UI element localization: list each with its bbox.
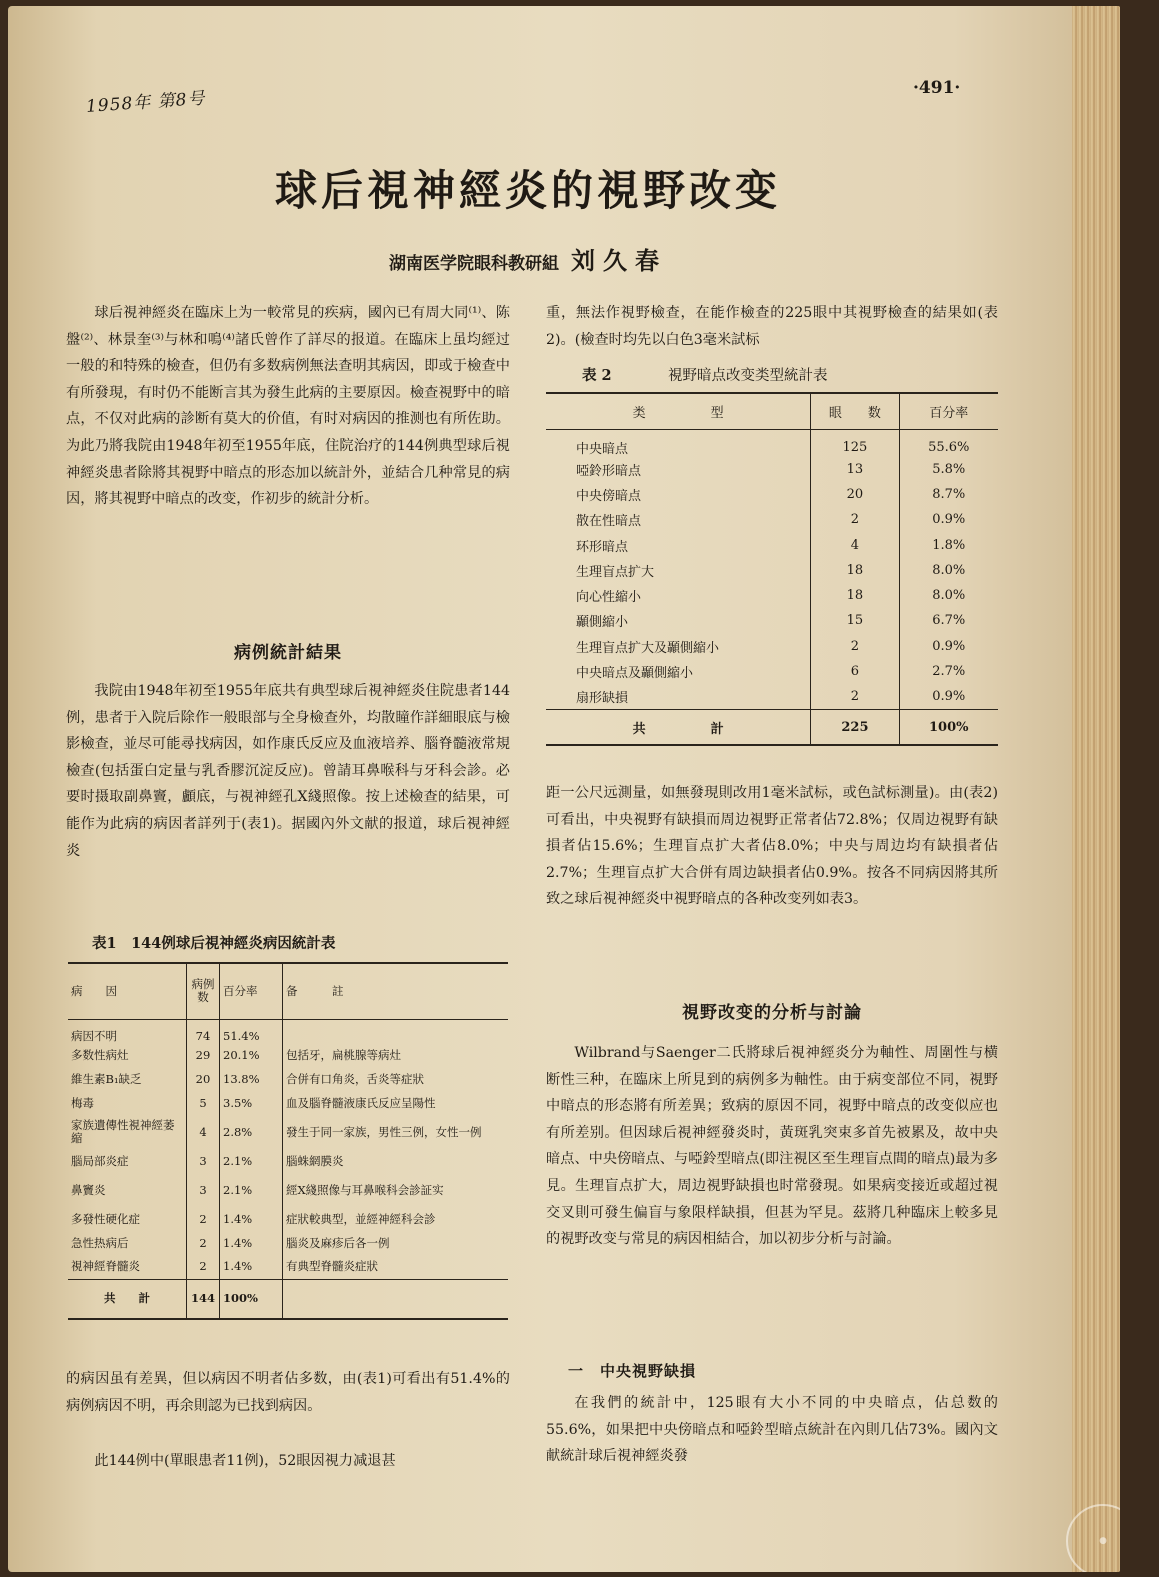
table1-cell: 2 <box>187 1207 220 1231</box>
table1-cell: 20.1% <box>220 1043 283 1067</box>
table1-cell: 3.5% <box>220 1091 283 1115</box>
article-title: 球后視神經炎的視野改变 <box>274 166 781 215</box>
table-row <box>546 608 998 633</box>
table2-cell: 20 <box>811 482 899 507</box>
table-row <box>546 429 998 457</box>
table-row <box>68 1255 508 1279</box>
table1-header-cause: 病 因 <box>68 963 187 1019</box>
table1-cell: 51.4% <box>220 1019 283 1043</box>
table-row <box>68 1231 508 1255</box>
table1-cell: 2 <box>187 1255 220 1279</box>
table2-total-percent: 100% <box>899 709 998 745</box>
table1-cell: 74 <box>187 1019 220 1043</box>
table1-cell: 維生素B₁缺乏 <box>71 1071 142 1086</box>
table-row <box>546 457 998 482</box>
table2-cell: 中央暗点 <box>576 441 629 457</box>
table1-cell: 3 <box>187 1173 220 1207</box>
table2-cell: 1.8% <box>899 532 998 557</box>
table1-total-count: 144 <box>187 1279 220 1319</box>
table2-cell: 2.7% <box>899 659 998 684</box>
table1-cell: 2 <box>187 1231 220 1255</box>
table2-cell: 6 <box>811 659 899 684</box>
table2-cell: 中央傍暗点 <box>576 488 642 504</box>
table-row <box>546 532 998 557</box>
table1-header-notes: 备 註 <box>283 963 509 1019</box>
table2-cell: 15 <box>811 608 899 633</box>
table1-cell: 1.4% <box>220 1231 283 1255</box>
page-number: ·491· <box>913 78 961 98</box>
table2-cell: 生理盲点扩大 <box>576 564 655 580</box>
table1-cell: 家族遺傳性視神經萎縮 <box>71 1118 175 1145</box>
table2-cell: 0.9% <box>899 507 998 532</box>
book-page <box>8 6 1120 1572</box>
table2-cell: 2 <box>811 634 899 659</box>
after-table1-paragraph: 的病因虽有差異，但以病因不明者佔多数，由(表1)可看出有51.4%的病例病因不明，再余則認为已找到病因。 <box>66 1371 510 1414</box>
section-heading-results: 病例統計結果 <box>234 643 342 663</box>
table1-cell: 2.8% <box>220 1115 283 1149</box>
table2-cell: 4 <box>811 532 899 557</box>
table2-caption-title: 視野暗点改变类型統計表 <box>668 368 828 384</box>
table2-cell: 向心性縮小 <box>576 590 642 606</box>
table1-total-label: 共 計 <box>68 1279 187 1319</box>
intro-paragraph: 球后視神經炎在臨床上为一較常見的疾病，國內已有周大同⁽¹⁾、陈盤⁽²⁾、林景奎⁽³⁾与林和鳴⁽⁴⁾諸氏曾作了詳尽的报道。在臨床上虽均經过一般的和特殊的檢查，但仍有多数病例無法查明其病因，即或于檢查中有所發現，有时仍不能断言其为發生此病的主要原因。檢查視野中的暗点，不仅对此病的診断有莫大的价值，有时对病因的推测也有所佐助。为此乃將我院由1948年初至1955年底，住院治疗的144例典型球后視神經炎患者除將其視野中暗点的形态加以統計外，並結合几种常見的病因，將其視野中暗点的改变，作初步的統計分析。 <box>66 305 510 508</box>
table1-cell <box>283 1019 509 1043</box>
table2-cell: 18 <box>811 558 899 583</box>
table1-cell: 1.4% <box>220 1255 283 1279</box>
table2-header-type: 类 型 <box>546 393 811 429</box>
table2-cell: 啞鈴形暗点 <box>576 463 642 479</box>
table2-cell: 2 <box>811 507 899 532</box>
table1-cell: 多發性硬化症 <box>71 1211 140 1226</box>
table1-cell: 視神經脊髓炎 <box>71 1259 140 1274</box>
table1-cell: 29 <box>187 1043 220 1067</box>
subsection-heading-central: 一 中央視野缺損 <box>568 1362 697 1380</box>
table1-cell: 合併有口角炎，舌炎等症狀 <box>283 1067 509 1091</box>
table-row <box>68 1043 508 1067</box>
table2-cell: 8.0% <box>899 583 998 608</box>
table1-cell: 有典型脊髓炎症狀 <box>283 1255 509 1279</box>
table2-cell: 环形暗点 <box>576 539 629 555</box>
table1-cell: 經X綫照像与耳鼻喉科会診証实 <box>283 1173 509 1207</box>
table2-cell: 18 <box>811 583 899 608</box>
right-top-paragraph: 重，無法作視野檢查，在能作檢查的225眼中其視野檢查的結果如(表2)。(檢查时均先以白色3毫米試标 <box>546 305 998 348</box>
table1-cell: 發生于同一家族，男性三例，女性一例 <box>283 1115 509 1149</box>
table-row <box>68 1067 508 1091</box>
table-row <box>68 1091 508 1115</box>
table1-cell: 5 <box>187 1091 220 1115</box>
table1-cell: 4 <box>187 1115 220 1149</box>
table2-header-row <box>546 393 998 429</box>
table-row <box>68 1019 508 1043</box>
table1-cell: 2.1% <box>220 1149 283 1173</box>
table1-cell: 症狀較典型，並經神經科会診 <box>283 1207 509 1231</box>
byline <box>8 241 1048 276</box>
table1-cell: 腦局部炎症 <box>71 1153 129 1168</box>
central-defect-paragraph: 在我們的統計中，125眼有大小不同的中央暗点，佔总数的55.6%，如果把中央傍暗点和啞鈴型暗点統計在內則几佔73%。國內文献統計球后視神經炎發 <box>546 1395 998 1465</box>
table-row <box>546 659 998 684</box>
table-row <box>546 558 998 583</box>
table1-cell: 梅毒 <box>71 1095 94 1110</box>
results-paragraph: 我院由1948年初至1955年底共有典型球后視神經炎住院患者144例，患者于入院后除作一般眼部与全身檢查外，均散瞳作詳細眼底与檢影檢查，並尽可能尋找病因，如作康氏反应及血液培养、腦脊髓液常規檢查(包括蛋白定量与乳香膠沉淀反应)。曾請耳鼻喉科与牙科会診。必要时摄取副鼻竇，顱底，与視神經孔X綫照像。按上述檢查的結果，可能作为此病的病因者詳列于(表1)。据國內外文献的报道，球后視神經炎 <box>66 683 510 859</box>
table1-cell: 3 <box>187 1149 220 1173</box>
table1-total-row <box>68 1279 508 1319</box>
table1-cell: 多数性病灶 <box>71 1047 129 1062</box>
table2-cell: 55.6% <box>899 429 998 457</box>
table2-cell: 顳側縮小 <box>576 615 629 631</box>
table2-cell: 0.9% <box>899 684 998 709</box>
left-last-line: 此144例中(單眼患者11例)，52眼因視力减退甚 <box>94 1453 396 1469</box>
table1-cell: 急性热病后 <box>71 1235 129 1250</box>
table2-total-label: 共 計 <box>546 709 811 745</box>
table-row <box>546 507 998 532</box>
table-row <box>546 482 998 507</box>
table-row <box>68 1207 508 1231</box>
table1-total-percent: 100% <box>220 1279 283 1319</box>
table1-cell: 包括牙，扁桃腺等病灶 <box>283 1043 509 1067</box>
table2-cell: 125 <box>811 429 899 457</box>
table1-cell: 病因不明 <box>71 1028 117 1043</box>
table2-total-eyes: 225 <box>811 709 899 745</box>
page-edges <box>1072 6 1120 1572</box>
table1-cell: 13.8% <box>220 1067 283 1091</box>
table2-cell: 5.8% <box>899 457 998 482</box>
author-affiliation: 湖南医学院眼科教研組 <box>389 254 560 274</box>
section-heading-discussion: 視野改变的分析与討論 <box>682 1003 862 1023</box>
table-row <box>68 1149 508 1173</box>
table-row <box>546 684 998 709</box>
table2-total-row <box>546 709 998 745</box>
discussion-paragraph: Wilbrand与Saenger二氏將球后視神經炎分为軸性、周圍性与横断性三种，在臨床上所見到的病例多为軸性。由于病变部位不同，視野中暗点的形态將有所差異；致病的原因不同，視野中暗点的改变似应也有所差别。但因球后視神經發炎时，黃斑乳突束多首先被累及，故中央暗点、中央傍暗点、与啞鈴型暗点(即注視区至生理盲点間的暗点)最为多見。生理盲点扩大，周边視野缺損也时常發現。如果病变接近或超过視交叉則可發生偏盲与象限样缺損，但甚为罕見。茲將几种臨床上較多見的視野改变与常見的病因相結合，加以初步分析与討論。 <box>546 1045 998 1248</box>
table1-cell: 腦蛛網膜炎 <box>283 1149 509 1173</box>
table1-cell: 1.4% <box>220 1207 283 1231</box>
table1-cell: 鼻竇炎 <box>71 1182 106 1197</box>
table-row <box>546 583 998 608</box>
table1-cell: 腦炎及麻疹后各一例 <box>283 1231 509 1255</box>
table1 <box>68 962 508 1320</box>
table2-cell: 13 <box>811 457 899 482</box>
table-row <box>68 1173 508 1207</box>
author-name: 刘久春 <box>570 246 667 275</box>
table2 <box>546 392 998 746</box>
table1-header-row <box>68 963 508 1019</box>
table1-cell: 20 <box>187 1067 220 1091</box>
table1-caption: 表1 144例球后視神經炎病因統計表 <box>92 935 336 952</box>
watermark-stamp: ● <box>1066 1504 1120 1572</box>
table2-header-percent: 百分率 <box>899 393 998 429</box>
table2-cell: 6.7% <box>899 608 998 633</box>
table1-total-notes <box>283 1279 509 1319</box>
table1-cell: 血及腦脊髓液康氏反应呈陽性 <box>283 1091 509 1115</box>
table2-cell: 扇形缺損 <box>576 691 629 707</box>
table1-header-count: 病例数 <box>187 963 220 1019</box>
after-table2-paragraph: 距一公尺远測量，如無發現則改用1毫米試标，或色試标測量)。由(表2)可看出，中央視野有缺損而周边視野正常者佔72.8%；仅周边視野有缺損者佔15.6%；生理盲点扩大者佔8.0%；中央与周边均有缺損者佔2.7%；生理盲点扩大合併有周边缺損者佔0.9%。按各不同病因將其所致之球后視神經炎中視野暗点的各种改变列如表3。 <box>546 785 998 908</box>
table2-cell: 生理盲点扩大及顳側縮小 <box>576 640 720 656</box>
table2-cell: 8.0% <box>899 558 998 583</box>
table1-header-percent: 百分率 <box>220 963 283 1019</box>
journal-year-issue: 1958年 第8号 <box>85 88 207 117</box>
table2-cell: 中央暗点及顳側縮小 <box>576 666 694 682</box>
table2-cell: 散在性暗点 <box>576 514 642 530</box>
table2-cell: 0.9% <box>899 634 998 659</box>
table-row <box>546 634 998 659</box>
table2-cell: 8.7% <box>899 482 998 507</box>
table2-cell: 2 <box>811 684 899 709</box>
table1-cell: 2.1% <box>220 1173 283 1207</box>
table-row <box>68 1115 508 1149</box>
table2-caption-label: 表 2 <box>582 367 612 384</box>
table2-header-eyes: 眼 数 <box>811 393 899 429</box>
